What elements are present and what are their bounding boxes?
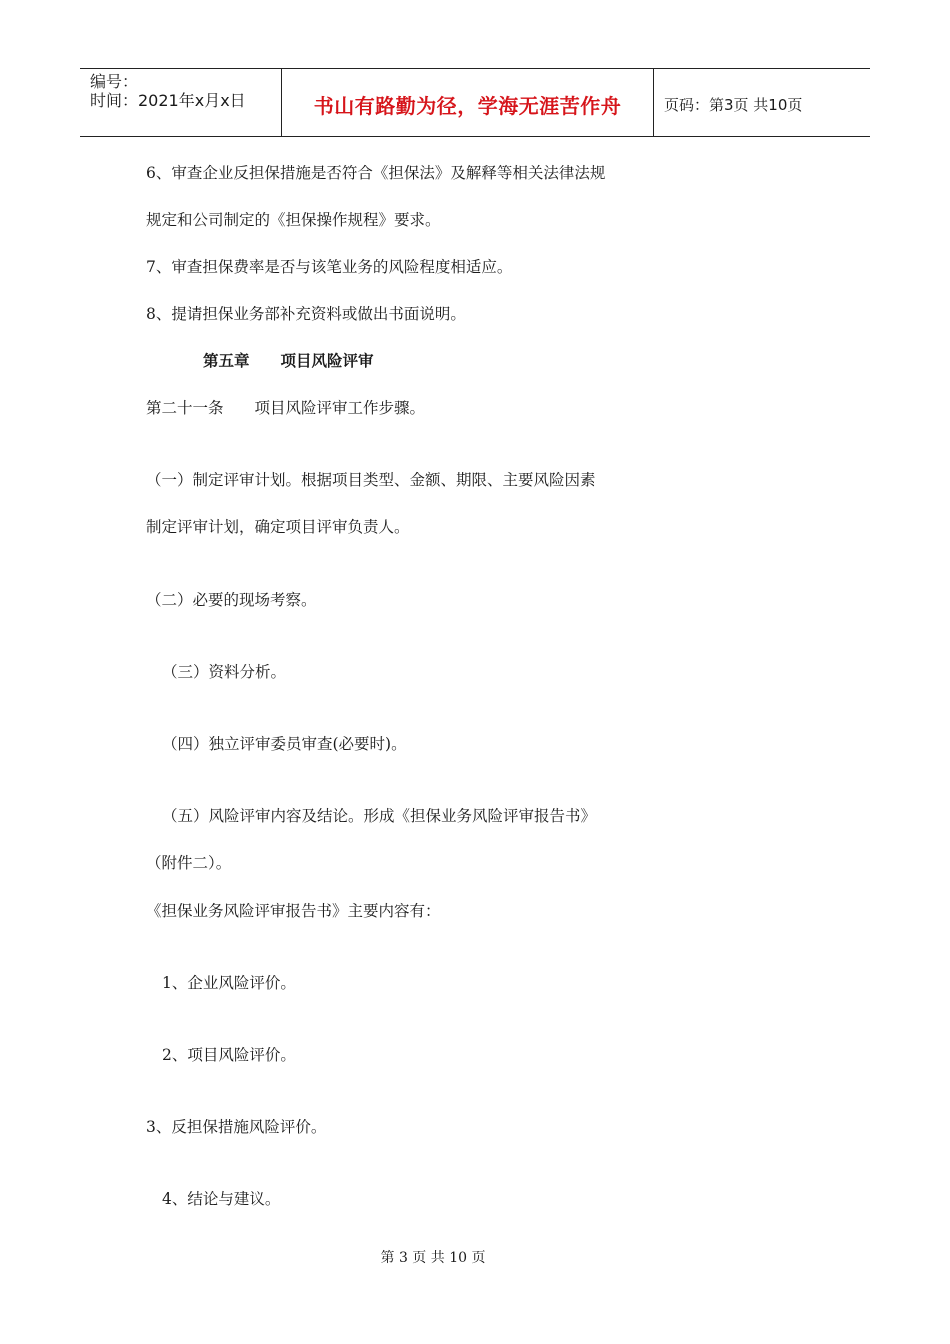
- body-line: （一）制定评审计划。根据项目类型、金额、期限、主要风险因素: [146, 471, 596, 489]
- list-item: 1、企业风险评价。: [162, 974, 296, 992]
- page-header: [80, 68, 870, 137]
- body-line: 7、审查担保费率是否与该笔业务的风险程度相适应。: [146, 258, 513, 276]
- body-line: 8、提请担保业务部补充资料或做出书面说明。: [146, 305, 466, 323]
- date-label: 时间：2021年x月x日: [90, 91, 246, 110]
- list-item: 3、反担保措施风险评价。: [146, 1118, 327, 1136]
- body-line: （三）资料分析。: [162, 663, 287, 681]
- body-line: 6、审查企业反担保措施是否符合《担保法》及解释等相关法律法规: [146, 164, 606, 182]
- footer-page-number: 第 3 页 共 10 页: [380, 1250, 486, 1266]
- body-line: 制定评审计划，确定项目评审负责人。: [146, 518, 410, 536]
- body-line: （二）必要的现场考察。: [146, 591, 317, 609]
- list-item: 2、项目风险评价。: [162, 1046, 296, 1064]
- list-item: 4、结论与建议。: [162, 1190, 281, 1208]
- header-motto: 书山有路勤为径，学海无涯苦作舟: [313, 94, 622, 118]
- serial-number-label: 编号：: [90, 72, 139, 91]
- chapter-heading: 第五章 项目风险评审: [203, 351, 374, 370]
- header-motto-cell: [282, 69, 654, 136]
- article-heading: 第二十一条 项目风险评审工作步骤。: [146, 399, 426, 417]
- header-meta-cell: [80, 69, 282, 136]
- header-page-number: 页码：第3页 共10页: [664, 96, 803, 114]
- body-line: （五）风险评审内容及结论。形成《担保业务风险评审报告书》: [162, 807, 597, 825]
- body-line: （附件二）。: [146, 854, 232, 872]
- body-line: 规定和公司制定的《担保操作规程》要求。: [146, 211, 441, 229]
- header-page-cell: [654, 69, 870, 136]
- page-footer: [0, 1247, 950, 1267]
- body-line: 《担保业务风险评审报告书》主要内容有：: [146, 902, 441, 920]
- body-line: （四）独立评审委员审查(必要时)。: [162, 735, 407, 753]
